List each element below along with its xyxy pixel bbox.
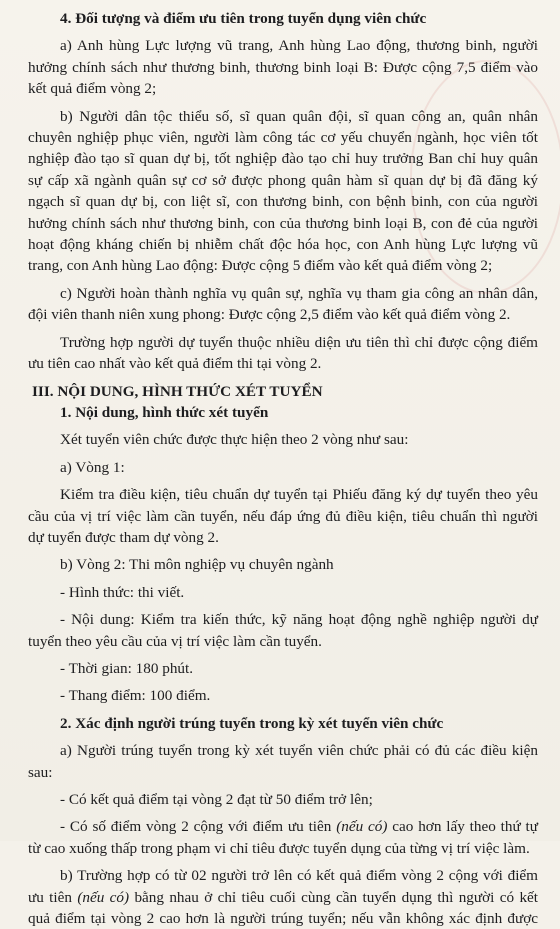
text-line: - Thang điểm: 100 điểm. <box>60 687 211 705</box>
text-line: cầu của vị trí việc làm cần tuyển, nếu đáp ứng đủ điều kiện, tiêu chuẩn thì người <box>28 507 538 525</box>
text-line: - Nội dung: Kiểm tra kiến thức, kỹ năng hoạt động nghề nghiệp người dự <box>60 611 538 629</box>
text-line: - Có kết quả điểm tại vòng 2 đạt từ 50 điểm trở lên; <box>60 791 373 808</box>
text-line <box>28 887 538 908</box>
paragraph-b <box>28 106 538 277</box>
text-line: kết quả điểm vòng 2; <box>28 80 157 98</box>
paragraph-round-1 <box>28 484 538 548</box>
text-line: c) Người hoàn thành nghĩa vụ quân sự, nghĩa vụ tham gia công an nhân dân, <box>60 284 538 302</box>
subsection-heading-winner: 2. Xác định người trúng tuyển trong kỳ xét tuyển viên chức <box>60 714 444 732</box>
text-line: hưởng chính sách như thương binh, thương binh loại B: Được cộng 7,5 điểm vào <box>28 58 538 76</box>
text-line: tuyển theo yêu cầu của vị trí việc làm cần tuyển. <box>28 632 322 650</box>
text-line <box>28 816 538 837</box>
paragraph-winner-b <box>28 865 538 929</box>
text-span: cao hơn lấy theo thứ tự <box>387 818 538 836</box>
text-line: b) Trường hợp có từ 02 người trở lên có kết quả điểm vòng 2 cộng với điểm <box>60 867 538 885</box>
text-line: a) Người trúng tuyển trong kỳ xét tuyển viên chức phải có đủ các điều kiện <box>60 742 538 760</box>
text-line: hoạt động kháng chiến bị nhiễm chất độc hóa học, con Anh hùng Lực lượng vũ <box>28 236 538 254</box>
text-line: ưu tiên cao nhất vào kết quả điểm thi tại vòng 2. <box>28 355 322 373</box>
text-line: đội viên thanh niên xung phong: Được cộng 2,5 điểm vào kết quả điểm vòng 2. <box>28 306 511 324</box>
paragraph-content-round-2 <box>28 609 538 652</box>
text-line: quả điểm tại vòng 2 cao hơn là người trúng tuyển; nếu vẫn không xác định được <box>28 910 538 928</box>
text-line: a) Vòng 1: <box>60 458 125 476</box>
text-line: từ cao xuống thấp trong phạm vi chỉ tiêu được tuyển dụng của từng vị trí việc làm. <box>28 839 530 857</box>
text-line: trang, con Anh hùng Lao động: Được cộng 5 điểm vào kết quả điểm vòng 2; <box>28 257 493 275</box>
text-line: hưởng chính sách như thương binh, con của thương binh loại B, con đẻ của người <box>28 214 538 232</box>
text-line: - Thời gian: 180 phút. <box>60 659 194 677</box>
text-line: b) Vòng 2: Thi môn nghiệp vụ chuyên ngành <box>60 556 334 574</box>
text-line: a) Anh hùng Lực lượng vũ trang, Anh hùng Lao động, thương binh, người <box>60 37 538 55</box>
text-span: - Có số điểm vòng 2 cộng với điểm ưu tiên <box>60 818 337 836</box>
text-line: Kiểm tra điều kiện, tiêu chuẩn dự tuyển tại Phiếu đăng ký dự tuyển theo yêu <box>60 486 538 504</box>
paragraph-c <box>28 283 538 326</box>
text-line: Xét tuyển viên chức được thực hiện theo 2 vòng như sau: <box>60 431 409 449</box>
italic-note: (nếu có) <box>77 888 130 906</box>
paragraph-score-rank <box>28 816 538 859</box>
text-span: bằng nhau ở chỉ tiêu cuối cùng cần tuyển dụng thì người có kết <box>129 888 538 906</box>
text-span: ưu tiên <box>28 888 78 906</box>
paragraph-a <box>28 35 538 99</box>
text-line: sự cấp xã ngành quân sự cơ sở được phong quân hàm sĩ quan dự bị đã đăng ký <box>28 171 538 189</box>
subsection-heading-content: 1. Nội dung, hình thức xét tuyển <box>60 403 269 421</box>
text-line: Trường hợp người dự tuyển thuộc nhiều diện ưu tiên thì chỉ được cộng điểm <box>60 333 538 351</box>
text-line: chuyên nghiệp phục viên, người làm công tác cơ yếu chuyển ngành, học viên tốt <box>28 129 538 147</box>
text-line: nghiệp đào tạo sĩ quan dự bị, tốt nghiệp đào tạo chỉ huy trưởng Ban chỉ huy quân <box>28 150 538 168</box>
section-heading-priority: 4. Đối tượng và điểm ưu tiên trong tuyển dụng viên chức <box>60 10 427 27</box>
text-line: ngạch sĩ quan dự bị, con liệt sĩ, con thương binh, con bệnh binh, con của người <box>28 193 538 211</box>
text-line: sau: <box>28 763 53 781</box>
text-line: dự tuyển được tham dự vòng 2. <box>28 528 219 546</box>
paragraph-multiple-priority <box>28 332 538 375</box>
text-line: - Hình thức: thi viết. <box>60 583 185 601</box>
paragraph-winner-a <box>28 740 538 783</box>
section-heading-content-form: III. NỘI DUNG, HÌNH THỨC XÉT TUYỂN <box>32 382 323 400</box>
italic-note: (nếu có) <box>336 818 388 836</box>
text-line: b) Người dân tộc thiểu số, sĩ quan quân đội, sĩ quan công an, quân nhân <box>60 107 538 125</box>
